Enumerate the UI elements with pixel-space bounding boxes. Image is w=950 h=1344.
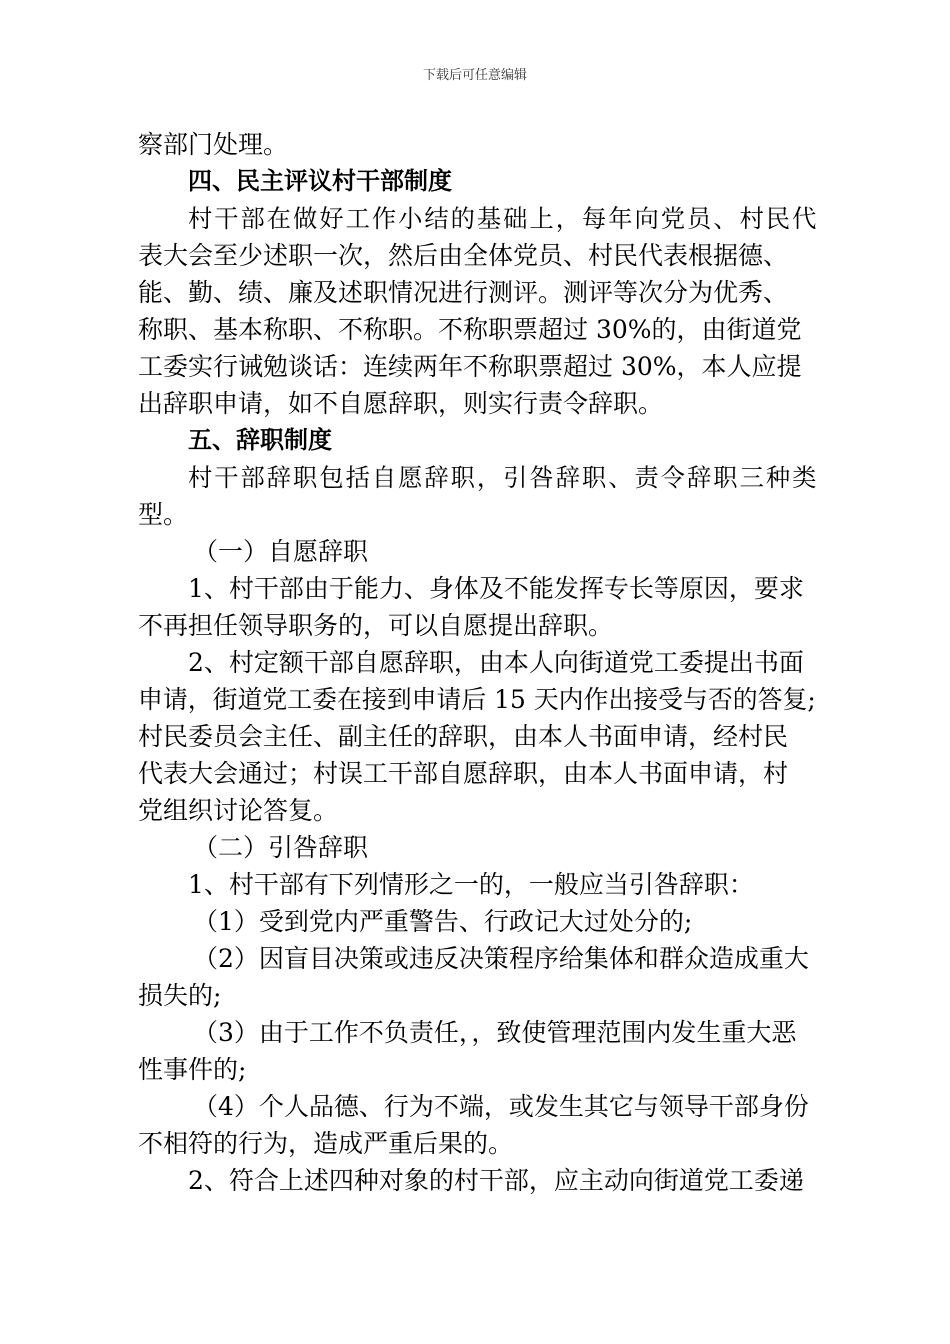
text-line: 党组织讨论答复。 [138,796,339,825]
text-line: 申请，街道党工委在接到申请后 15 天内作出接受与否的答复; [138,685,816,714]
list-item: （4）个人品德、行为不端，或发生其它与领导干部身份 [193,1092,809,1121]
list-item: （2）因盲目决策或违反决策程序给集体和群众造成重大 [193,944,809,973]
text-line: 出辞职申请，如不自愿辞职，则实行责令辞职。 [138,389,664,418]
text-line: 型。 [138,500,189,529]
text-line: 村干部在做好工作小结的基础上，每年向党员、村民代 [188,204,819,233]
text-line: 表大会至少述职一次，然后由全体党员、村民代表根据德、 [138,241,789,270]
text-line: 损失的; [138,981,222,1010]
text-line: 不相符的行为，造成严重后果的。 [138,1129,514,1158]
text-line: 1、村干部由于能力、身体及不能发挥专长等原因，要求 [188,574,804,603]
document-body [138,126,819,1199]
text-line: 1、村干部有下列情形之一的，一般应当引咎辞职： [188,870,754,899]
text-line: 村民委员会主任、副主任的辞职，由本人书面申请，经村民 [138,722,789,751]
section-heading: 五、辞职制度 [188,426,332,454]
subsection-heading: （二）引咎辞职 [193,833,369,862]
list-item: （3）由于工作不负责任，，致使管理范围内发生重大恶 [193,1018,797,1047]
text-line: 工委实行诫勉谈话：连续两年不称职票超过 30%，本人应提 [138,352,802,381]
text-line: 不再担任领导职务的，可以自愿提出辞职。 [138,611,614,640]
text-line: 2、符合上述四种对象的村干部，应主动向街道党工委递 [188,1166,804,1195]
text-line: 称职、基本称职、不称职。不称职票超过 30%的，由街道党 [138,315,802,344]
text-line: 2、村定额干部自愿辞职，由本人向街道党工委提出书面 [188,648,804,677]
section-heading: 四、民主评议村干部制度 [188,167,452,195]
text-line: 察部门处理。 [138,130,289,159]
list-item: （1）受到党内严重警告、行政记大过处分的; [193,907,693,936]
text-line: 能、勤、绩、廉及述职情况进行测评。测评等次分为优秀、 [138,278,789,307]
subsection-heading: （一）自愿辞职 [193,537,369,566]
text-line: 性事件的; [138,1055,247,1084]
text-line: 村干部辞职包括自愿辞职，引咎辞职、责令辞职三种类 [188,463,819,492]
text-line: 代表大会通过；村误工干部自愿辞职，由本人书面申请，村 [138,759,789,788]
page-header: 下载后可任意编辑 [422,68,527,83]
